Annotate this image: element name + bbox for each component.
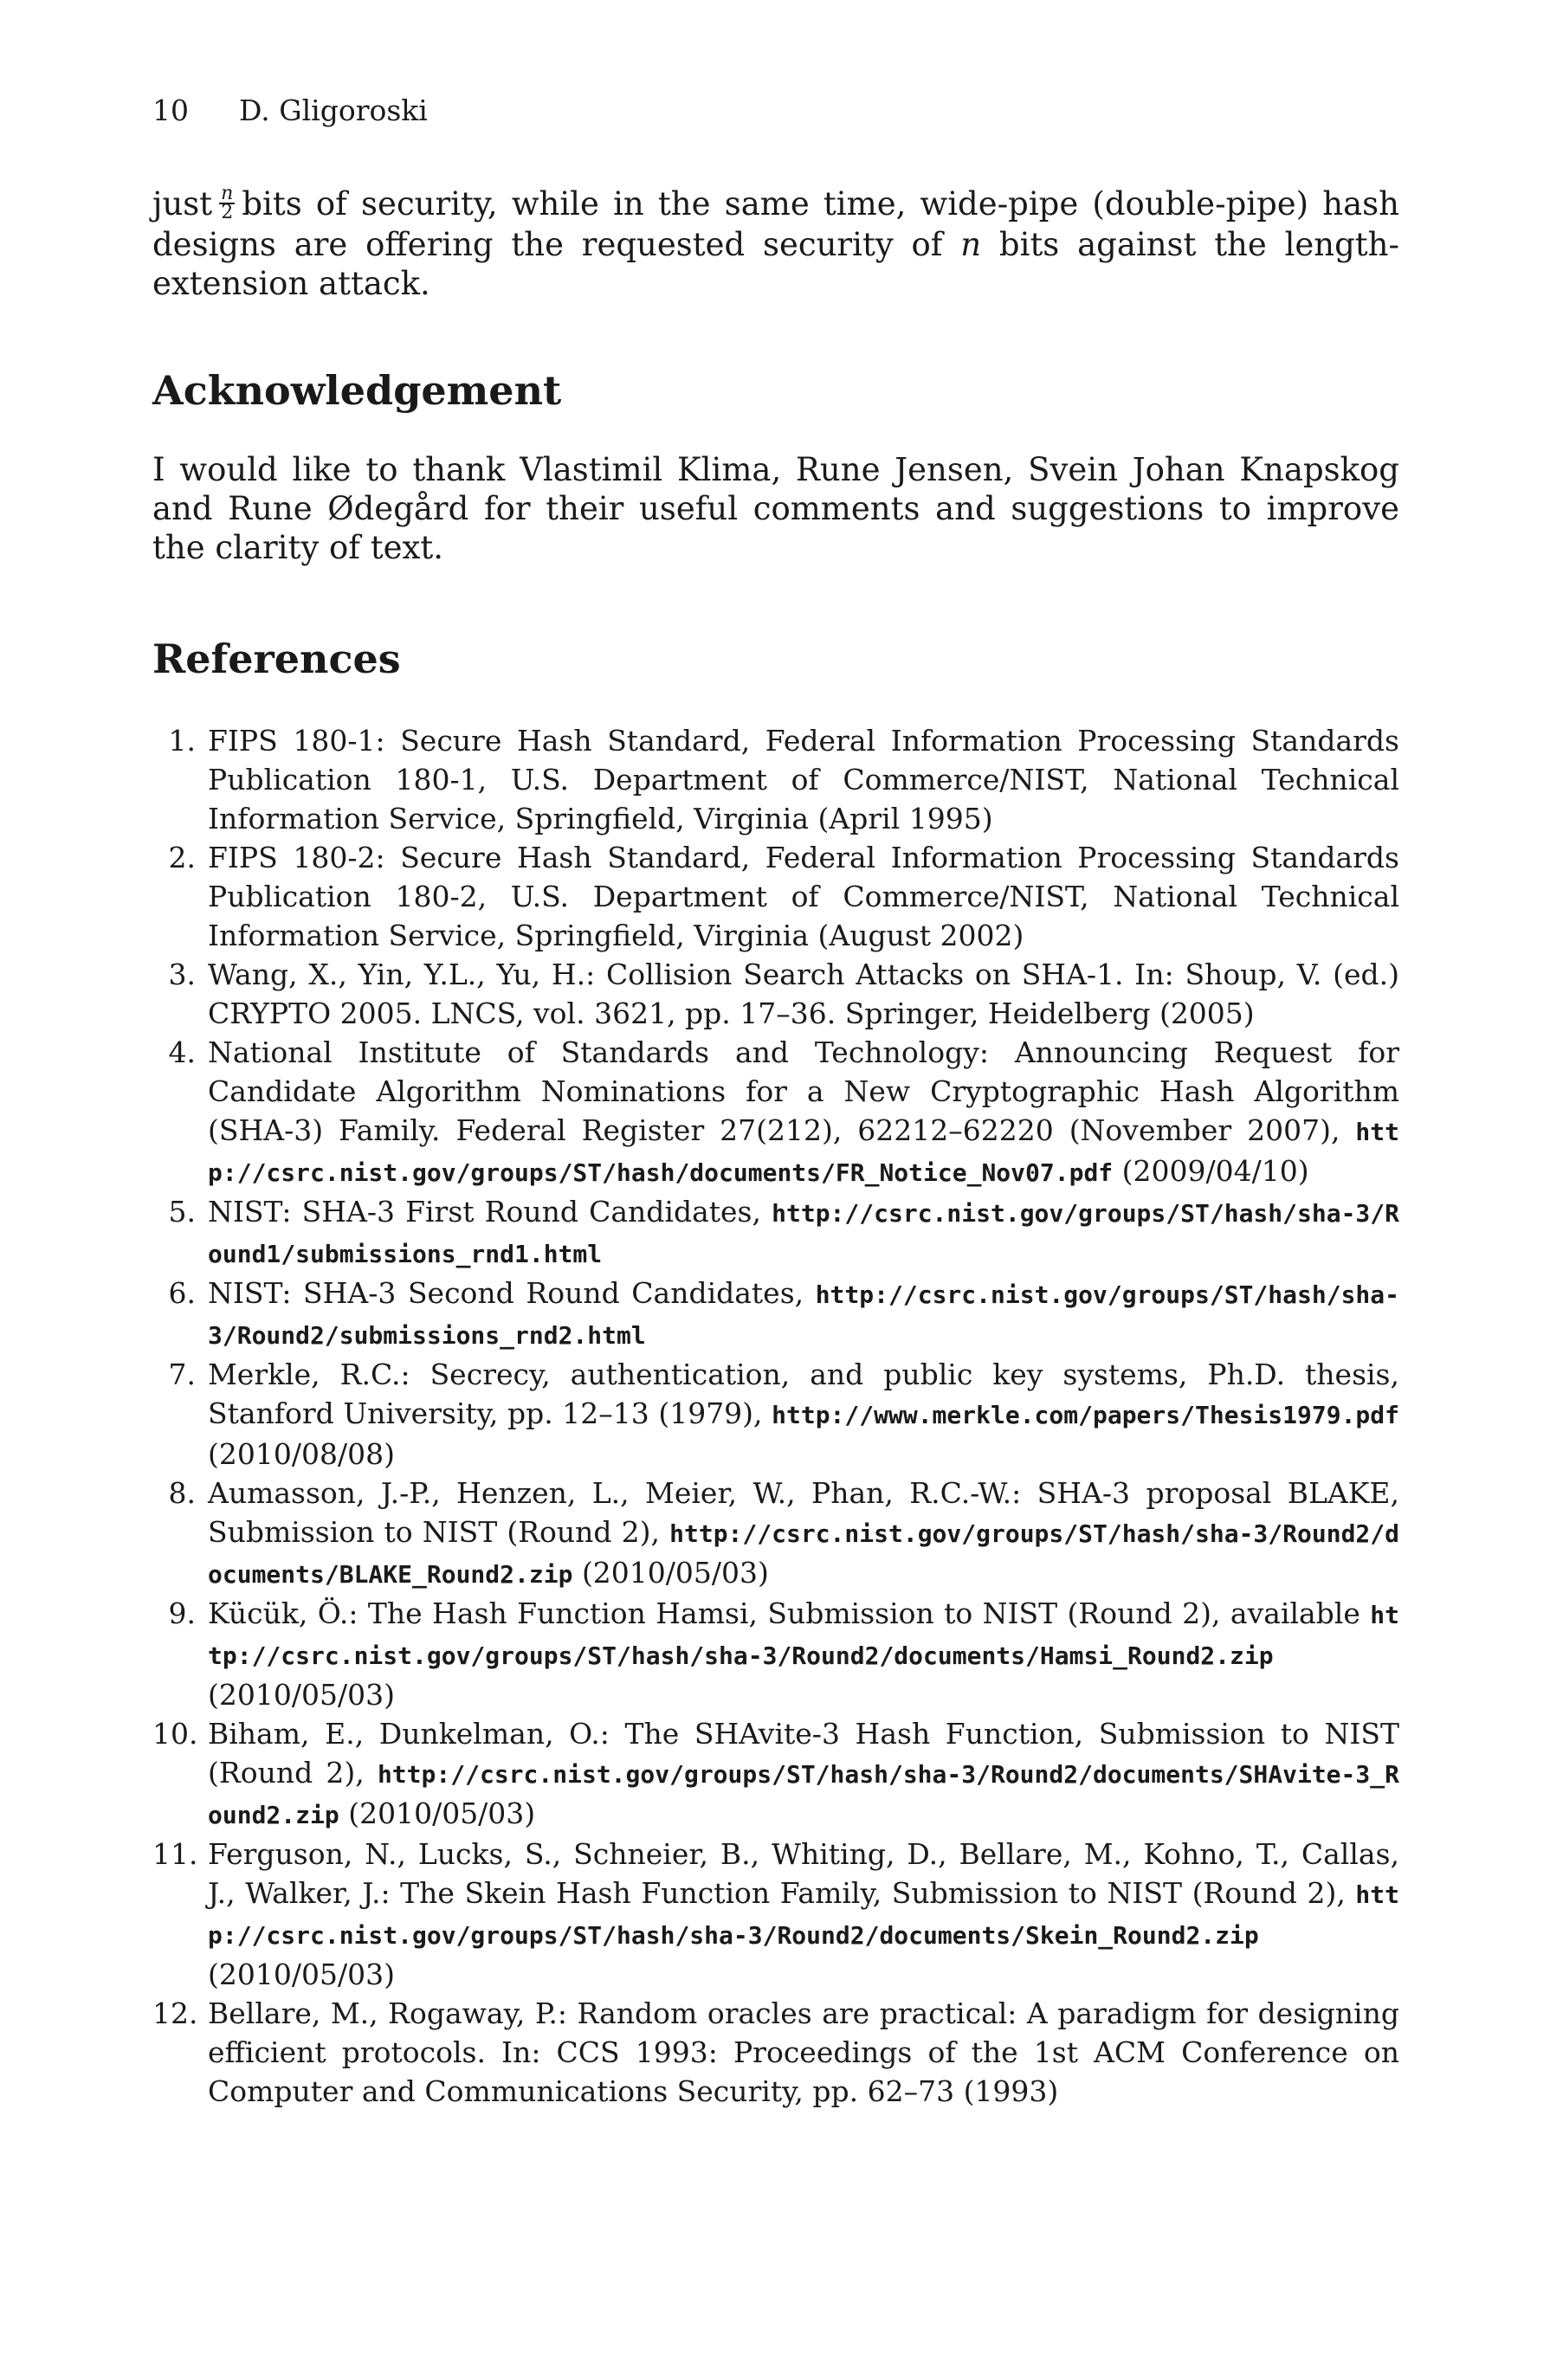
reference-number: 2. [168,841,196,874]
reference-item [152,1994,1399,2111]
reference-text: Ferguson, N., Lucks, S., Schneier, B., Whiting, D., Bellare, M., Kohno, T., Callas, J., Walker, J.: The Skein Hash Function Family, Submission to NIST (Round 2), [208,1837,1399,1910]
reference-item [152,1192,1399,1274]
reference-url-link[interactable]: http://www.merkle.com/papers/Thesis1979.pdf [772,1401,1399,1429]
reference-number: 12. [152,1996,198,2030]
variable-n: n [960,225,982,263]
reference-number: 7. [168,1358,196,1391]
reference-access-date: (2010/05/03) [581,1556,769,1590]
running-author: D. Gligoroski [239,94,428,127]
reference-item [152,1033,1399,1192]
reference-url-link[interactable]: http://csrc.nist.gov/groups/ST/hash/sha-3/Round2/documents/BLAKE_Round2.zip [208,1519,1399,1589]
references-list [152,721,1399,2111]
acknowledgement-text: I would like to thank Vlastimil Klima, Rune Jensen, Svein Johan Knapskog and Rune Ødegård for their useful comments and suggestions to improve the clarity of text. [152,451,1399,566]
reference-item [152,721,1399,838]
reference-number: 4. [168,1035,196,1069]
reference-number: 11. [152,1837,198,1871]
reference-access-date: (2010/05/03) [208,1678,395,1712]
intro-text-3: bits against the length-extension attack. [152,225,1400,302]
reference-url-link[interactable]: http://csrc.nist.gov/groups/ST/hash/documents/FR_Notice_Nov07.pdf [208,1118,1399,1187]
reference-text: NIST: SHA-3 First Round Candidates, [208,1195,761,1229]
reference-number: 10. [152,1717,198,1751]
reference-item [152,1474,1399,1594]
running-head [152,94,428,128]
reference-text: FIPS 180-1: Secure Hash Standard, Federal Information Processing Standards Publication 180-1, U.S. Department of Commerce/NIST, National Technical Information Service, Springfield, Virginia (April 1995) [208,724,1399,835]
intro-text-2: bits of security, while in the same time, wide-pipe (double-pipe) hash designs are offering the requested security of [152,185,1399,263]
reference-url-link[interactable]: http://csrc.nist.gov/groups/ST/hash/sha-3/Round1/submissions_rnd1.html [208,1199,1399,1268]
acknowledgement-heading: Acknowledgement [152,367,562,414]
reference-number: 3. [168,958,196,991]
reference-access-date: (2010/05/03) [348,1796,536,1830]
page-number: 10 [152,94,189,127]
reference-item [152,838,1399,955]
reference-url-link[interactable]: http://csrc.nist.gov/groups/ST/hash/sha-3/Round2/documents/Hamsi_Round2.zip [208,1601,1399,1670]
intro-paragraph [152,184,1399,303]
reference-text: NIST: SHA-3 Second Round Candidates, [208,1276,804,1310]
reference-text: FIPS 180-2: Secure Hash Standard, Federal Information Processing Standards Publication 180-2, U.S. Department of Commerce/NIST, National Technical Information Service, Springfield, Virginia (August 2002) [208,841,1399,952]
reference-item [152,1594,1399,1714]
reference-url-link[interactable]: http://csrc.nist.gov/groups/ST/hash/sha-3/Round2/documents/SHAvite-3_Round2.zip [208,1760,1399,1829]
fraction-denominator: 2 [221,201,234,223]
reference-text: National Institute of Standards and Technology: Announcing Request for Candidate Algorithm Nominations for a New Cryptographic Hash Algorithm (SHA-3) Family. Federal Register 27(212), 62212–62220 (November 2007), [208,1035,1399,1147]
reference-item [152,1274,1399,1355]
reference-number: 1. [168,724,196,758]
reference-access-date: (2010/05/03) [208,1958,395,1991]
reference-text: Aumasson, J.-P., Henzen, L., Meier, W., Phan, R.C.-W.: SHA-3 proposal BLAKE, Submission to NIST (Round 2), [208,1476,1399,1549]
reference-item [152,1835,1399,1994]
reference-text: Biham, E., Dunkelman, O.: The SHAvite-3 Hash Function, Submission to NIST (Round 2), [208,1717,1399,1790]
references-heading: References [152,635,401,682]
reference-item [152,1355,1399,1474]
reference-number: 6. [168,1276,196,1310]
reference-access-date: (2009/04/10) [1121,1154,1309,1188]
reference-text: Kücük, Ö.: The Hash Function Hamsi, Submission to NIST (Round 2), available [208,1596,1360,1630]
reference-number: 9. [168,1596,196,1630]
reference-url-link[interactable]: http://csrc.nist.gov/groups/ST/hash/sha-3/Round2/documents/Skein_Round2.zip [208,1880,1399,1950]
reference-access-date: (2010/08/08) [208,1437,395,1471]
reference-text: Wang, X., Yin, Y.L., Yu, H.: Collision Search Attacks on SHA-1. In: Shoup, V. (ed.) CRYPTO 2005. LNCS, vol. 3621, pp. 17–36. Springer, Heidelberg (2005) [208,958,1399,1030]
reference-number: 5. [168,1195,196,1229]
fraction-numerator: n [221,182,234,204]
fraction-n-over-2 [219,182,235,223]
reference-item [152,1714,1399,1835]
intro-text-1: just [152,185,213,223]
reference-text: Bellare, M., Rogaway, P.: Random oracles are practical: A paradigm for designing efficient protocols. In: CCS 1993: Proceedings of the 1st ACM Conference on Computer and Communications Security, pp. 62–73 (1993) [208,1996,1399,2108]
reference-item [152,955,1399,1033]
reference-text: Merkle, R.C.: Secrecy, authentication, and public key systems, Ph.D. thesis, Stanford University, pp. 12–13 (1979), [208,1358,1399,1430]
reference-url-link[interactable]: http://csrc.nist.gov/groups/ST/hash/sha-3/Round2/submissions_rnd2.html [208,1280,1399,1350]
reference-number: 8. [168,1476,196,1510]
